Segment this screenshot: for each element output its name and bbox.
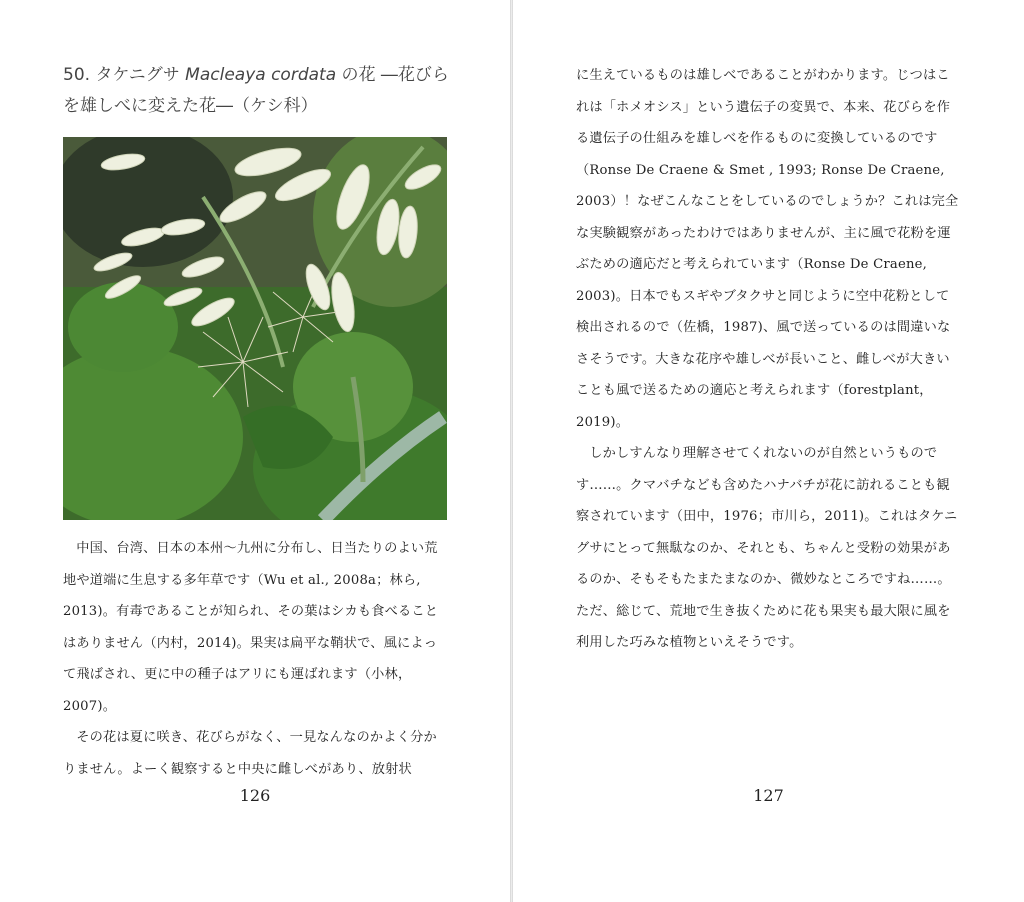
heading-latin-name: Macleaya cordata [185,65,337,85]
left-page [0,0,510,902]
heading-prefix: 50. タケニグサ [63,65,186,85]
body-text-left [63,533,448,785]
paragraph: に生えているものは雄しべであることがわかります。じつはこれは「ホメオシス」という遺伝子の変異で、本来、花びらを作る遺伝子の仕組みを雄しべを作るものに変換しているのです（Ronse De Craene & Smet , 1993; Ronse De Craene, 2003）！なぜこんなことをしているのでしょうか？これは完全な実験観察があったわけではありませんが、主に風で花粉を運ぶための適応だと考えられています（Ronse De Craene, 2003)。日本でもスギやブタクサと同じように空中花粉として検出されるので（佐橋，1987)、風で送っているのは間違いなさそうです。大きな花序や雄しべが長いこと、雌しべが大きいことも風で送るための適応と考えられます（forestplant，2019)。 [576,68,959,430]
section-heading [63,60,458,122]
paragraph: その花は夏に咲き、花びらがなく、一見なんなのかよく分かりません。よーく観察すると中央に雌しべがあり、放射状 [63,730,437,777]
page-number: 126 [239,786,271,805]
page-number: 127 [753,786,784,805]
paragraph: 中国、台湾、日本の本州～九州に分布し、日当たりのよい荒地や道端に生息する多年草です（Wu et al., 2008a；林ら, 2013)。有毒であることが知られ、その葉はシカも食べることはありません（内村，2014)。果実は扁平な鞘状で、風によって飛ばされ、更に中の種子はアリにも運ばれます（小林，2007)。 [63,541,439,714]
paragraph: しかしすんなり理解させてくれないのが自然というものです……。クマバチなども含めたハナバチが花に訪れることも観察されています（田中，1976；市川ら，2011)。これはタケニグサにとって無駄なのか、それとも、ちゃんと受粉の効果があるのか、そもそもたまたまなのか、微妙なところですね……。ただ、総じて、荒地で生き抜くために花も果実も最大限に風を利用した巧みな植物といえそうです。 [576,446,958,650]
right-page [513,0,1024,902]
flower-photo-image [63,137,447,520]
heading-suffix: の花 ―花びらを雄しべに変えた花―（ケシ科） [63,65,449,116]
flower-photo [63,137,447,520]
body-text-right [576,60,961,659]
